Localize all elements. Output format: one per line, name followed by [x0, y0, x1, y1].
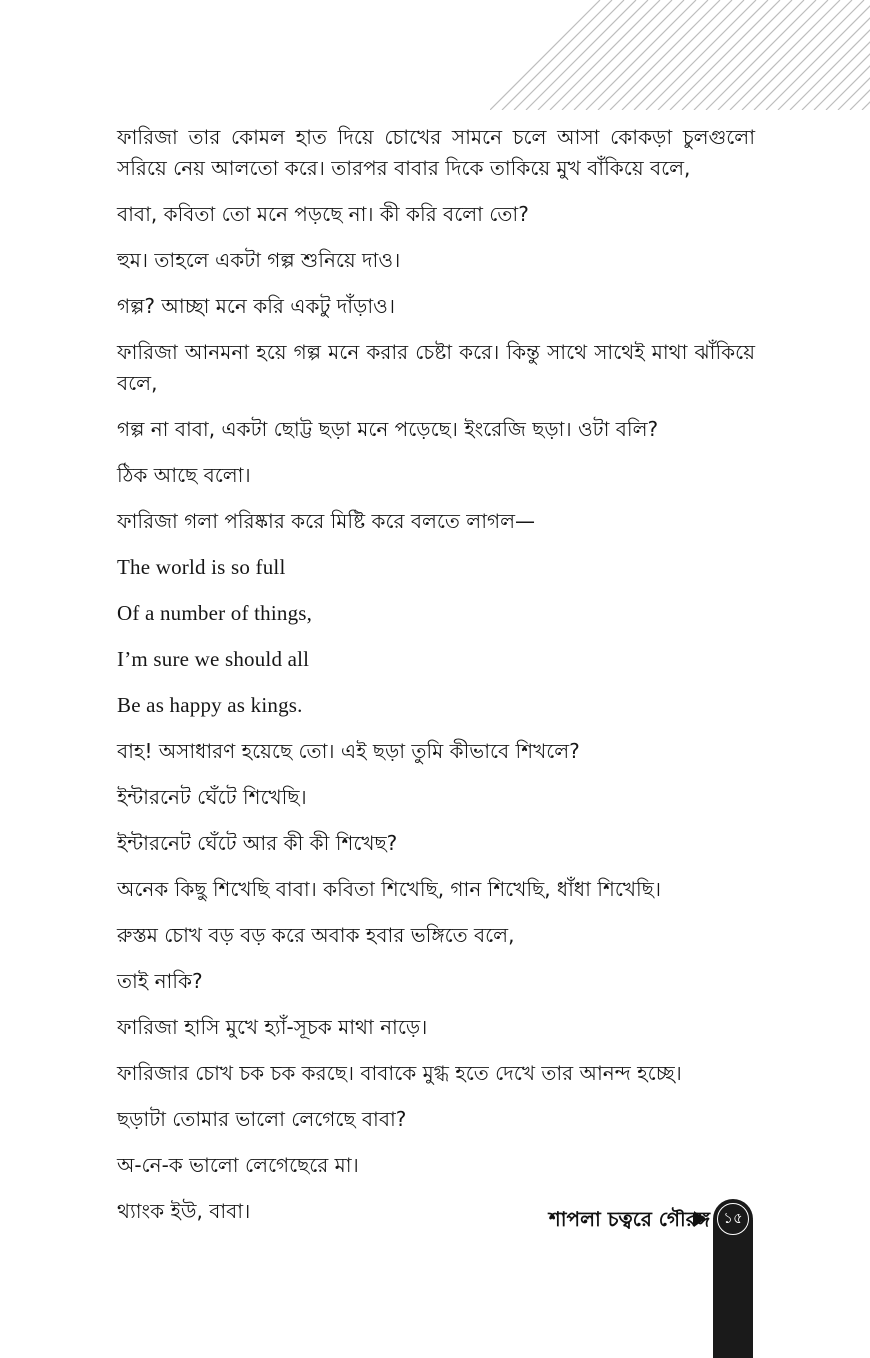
paragraph: বাবা, কবিতা তো মনে পড়ছে না। কী করি বলো তো?: [117, 202, 529, 226]
hatch-line: [670, 0, 780, 110]
page-edge-tab: [713, 1220, 753, 1358]
paragraph: গল্প? আচ্ছা মনে করি একটু দাঁড়াও।: [117, 294, 396, 318]
paragraph: ফারিজা তার কোমল হাত দিয়ে চোখের সামনে চলে আসা কোকড়া চুলগুলো সরিয়ে নেয় আলতো করে। তারপর বাবার দিকে তাকিয়ে মুখ বাঁকিয়ে বলে,: [117, 125, 755, 180]
paragraph: ঠিক আছে বলো।: [117, 463, 251, 487]
page-number: ১৫: [717, 1203, 749, 1235]
hatch-line: [646, 0, 756, 110]
paragraph: অনেক কিছু শিখেছি বাবা। কবিতা শিখেছি, গান শিখেছি, ধাঁধা শিখেছি।: [117, 877, 662, 901]
running-footer-title: শাপলা চত্বরে গৌরঙ্গ: [548, 1207, 710, 1231]
verse-line: The world is so full: [117, 555, 286, 579]
hatch-line: [550, 0, 660, 110]
hatch-line: [538, 0, 648, 110]
paragraph: হুম। তাহলে একটা গল্প শুনিয়ে দাও।: [117, 248, 401, 272]
hatch-line: [754, 0, 864, 110]
paragraph: গল্প না বাবা, একটা ছোট্ট ছড়া মনে পড়েছে। ইংরেজি ছড়া। ওটা বলি?: [117, 417, 659, 441]
hatch-line: [658, 0, 768, 110]
paragraph: ফারিজা গলা পরিষ্কার করে মিষ্টি করে বলতে লাগল—: [117, 509, 536, 533]
paragraph: ফারিজার চোখ চক চক করছে। বাবাকে মুগ্ধ হতে দেখে তার আনন্দ হচ্ছে।: [117, 1061, 682, 1085]
hatch-line: [574, 0, 684, 110]
hatch-line: [682, 0, 792, 110]
paragraph: তাই নাকি?: [117, 969, 203, 993]
hatch-line: [742, 0, 852, 110]
hatch-line: [694, 0, 804, 110]
paragraph: অ-নে-ক ভালো লেগেছেরে মা।: [117, 1153, 359, 1177]
page-body: [117, 122, 755, 1242]
hatch-line: [490, 0, 600, 110]
hatch-line: [622, 0, 732, 110]
hatch-line: [718, 0, 828, 110]
hatch-line: [526, 0, 636, 110]
corner-hatch-decoration: [490, 0, 870, 110]
hatch-line: [598, 0, 708, 110]
paragraph: থ্যাংক ইউ, বাবা।: [117, 1199, 251, 1223]
paragraph: ফারিজা হাসি মুখে হ্যাঁ-সূচক মাথা নাড়ে।: [117, 1015, 428, 1039]
verse-line: Be as happy as kings.: [117, 693, 303, 717]
paragraph: ছড়াটা তোমার ভালো লেগেছে বাবা?: [117, 1107, 407, 1131]
paragraph: ইন্টারনেট ঘেঁটে আর কী কী শিখেছ?: [117, 831, 398, 855]
hatch-line: [514, 0, 624, 110]
hatch-line: [634, 0, 744, 110]
paragraph: রুস্তম চোখ বড় বড় করে অবাক হবার ভঙ্গিতে বলে,: [117, 923, 515, 947]
hatch-line: [562, 0, 672, 110]
hatch-line: [730, 0, 840, 110]
paragraph: ফারিজা আনমনা হয়ে গল্প মনে করার চেষ্টা করে। কিন্তু সাথে সাথেই মাথা ঝাঁকিয়ে বলে,: [117, 340, 755, 395]
hatch-line: [610, 0, 720, 110]
verse-line: I’m sure we should all: [117, 647, 310, 671]
paragraph: বাহ! অসাধারণ হয়েছে তো। এই ছড়া তুমি কীভাবে শিখলে?: [117, 739, 580, 763]
hatch-line: [502, 0, 612, 110]
paragraph: ইন্টারনেট ঘেঁটে শিখেছি।: [117, 785, 307, 809]
hatch-line: [706, 0, 816, 110]
page-number-badge: [713, 1199, 753, 1239]
footer-arrow-icon: [694, 1211, 705, 1227]
hatch-line: [586, 0, 696, 110]
verse-line: Of a number of things,: [117, 601, 313, 625]
